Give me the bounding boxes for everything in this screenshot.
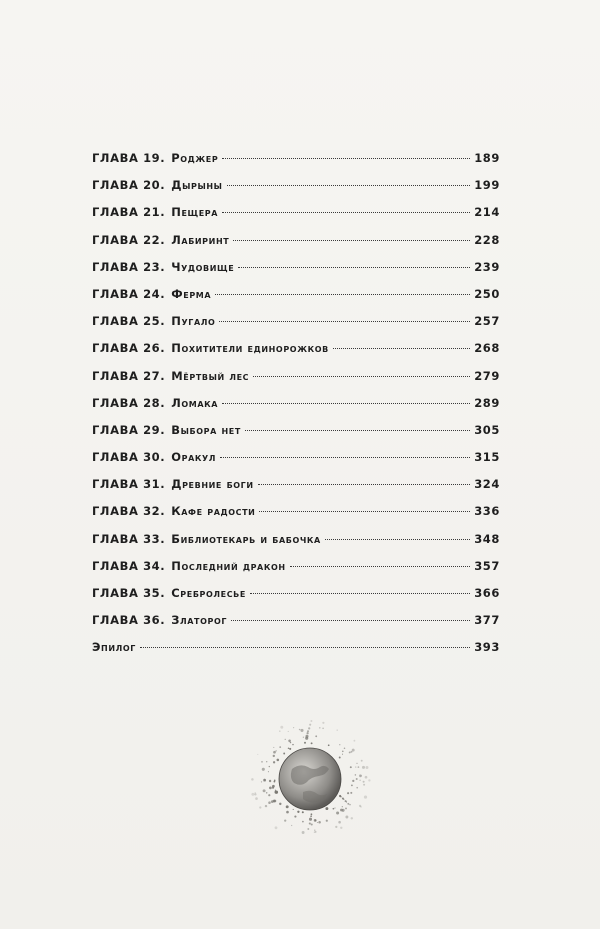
page-number: 336 [474,504,500,519]
star-dot [273,761,275,763]
chapter-label: ГЛАВА 36. [92,613,166,628]
star-dot [368,779,370,781]
star-dot [359,780,360,781]
dot-leader [259,511,470,512]
toc-row [92,254,500,281]
star-dot [355,767,356,768]
chapter-label: ГЛАВА 35. [92,586,166,600]
chapter-title: Сребролесье [171,586,246,600]
star-dot [335,826,337,828]
page-number: 228 [474,232,500,247]
dot-leader [222,212,470,213]
star-dot [308,727,310,729]
star-dot [269,766,270,767]
chapter-title: Златорог [171,613,228,628]
dot-leader [253,376,470,377]
star-dot [274,781,276,783]
toc-row [92,471,500,498]
star-dot [291,825,292,826]
toc-row [92,526,500,553]
star-dot [261,781,262,782]
star-dot [360,806,362,808]
star-dot [350,766,352,768]
dot-leader [258,484,471,485]
chapter-title: Пугало [171,314,216,329]
toc-row [92,281,500,308]
star-dot [268,771,269,772]
star-dot [318,821,321,824]
chapter-label: ГЛАВА 20. [92,178,166,193]
star-dot [352,780,354,782]
star-dot [309,818,312,821]
star-dot [279,730,281,732]
star-dot [356,763,357,764]
star-dot [310,720,312,722]
dot-leader [222,158,470,159]
page-number: 189 [474,151,500,165]
star-dot [340,809,343,812]
star-dot [317,822,318,823]
page-number: 279 [474,368,500,383]
star-dot [362,766,365,769]
chapter-label: ГЛАВА 31. [92,477,166,492]
page-number: 324 [474,477,500,492]
star-dot [293,727,294,728]
dot-leader [222,403,470,404]
toc-row [92,308,500,335]
chapter-title: Ферма [171,286,212,301]
star-dot [283,753,285,755]
toc-row [92,580,500,607]
planet-with-stars-icon [248,717,372,841]
chapter-title: Выбора нет [171,422,241,437]
star-dot [351,785,353,787]
chapter-label: ГЛАВА 29. [92,422,166,437]
star-dot [266,792,268,794]
star-dot [363,784,365,786]
star-dot [336,811,339,814]
star-dot [358,766,360,768]
star-dot [285,739,286,740]
star-dot [314,830,315,831]
star-dot [326,820,328,822]
star-dot [286,805,289,808]
star-dot [360,775,361,776]
page-number: 305 [474,422,500,437]
star-dot [305,735,308,738]
table-of-contents [92,145,500,662]
dot-leader [233,240,470,241]
toc-row [92,498,500,525]
page-number: 289 [474,395,500,410]
star-dot [292,744,293,745]
dot-leader [231,620,470,621]
star-dot [268,801,271,804]
star-dot [265,805,267,807]
star-dot [344,747,346,749]
star-dot [263,789,266,792]
dot-leader [220,457,470,458]
toc-row [92,145,500,172]
star-dot [339,744,340,745]
star-dot [363,781,365,783]
star-dot [273,747,274,748]
page-number: 315 [474,450,500,465]
star-dot [338,821,341,824]
star-dot [255,797,258,800]
star-dot [279,746,281,748]
star-dot [315,820,317,822]
page-number: 257 [474,314,500,329]
page-number: 357 [474,558,500,573]
star-dot [259,806,261,808]
star-dot [302,811,304,813]
star-dot [294,816,296,818]
toc-row [92,444,500,471]
dot-leader [333,348,470,349]
star-dot [266,761,267,762]
star-dot [345,816,348,819]
star-dot [297,811,299,813]
star-dot [307,730,309,732]
chapter-label: ГЛАВА 23. [92,259,166,274]
star-dot [303,737,304,738]
star-dot [273,755,275,757]
chapter-label: ГЛАВА 28. [92,395,166,410]
star-dot [351,817,353,819]
star-dot [277,759,280,762]
star-dot [310,815,312,817]
star-dot [275,791,278,794]
star-dot [251,793,254,796]
star-dot [335,808,336,809]
page-number: 366 [474,586,500,600]
star-dot [272,787,274,789]
chapter-title: Дырыны [171,178,223,193]
page-number: 377 [474,613,500,628]
chapter-title: Лабиринт [171,232,230,247]
star-dot [325,807,328,810]
chapter-title: Библиотекарь и бабочка [171,531,321,546]
chapter-title: Последний дракон [171,558,286,573]
star-dot [273,751,276,754]
star-dot [342,754,343,755]
star-dot [269,787,272,790]
star-dot [290,742,291,743]
page-number: 348 [474,531,500,546]
toc-row [92,607,500,634]
star-dot [346,801,347,802]
page-number: 214 [474,205,500,220]
chapter-label: ГЛАВА 26. [92,341,166,356]
chapter-label: ГЛАВА 21. [92,205,166,220]
star-dot [300,729,303,732]
dot-leader [227,185,471,186]
star-dot [289,748,291,750]
page-number: 393 [474,640,500,655]
star-dot [315,735,317,737]
star-dot [350,792,352,794]
star-dot [279,803,281,805]
star-dot [319,727,320,728]
dot-leader [325,539,470,540]
star-dot [333,808,335,810]
star-dot [347,792,349,794]
star-dot [302,831,305,834]
star-dot [364,796,367,799]
star-dot [337,729,338,730]
chapter-title: Кафе радости [171,504,256,519]
toc-row [92,417,500,444]
star-dot [355,774,357,776]
star-dot [254,793,256,795]
page-number: 239 [474,259,500,274]
star-dot [299,729,301,731]
chapter-title: Оракул [171,450,217,465]
dot-leader [238,267,470,268]
star-dot [269,780,271,782]
star-dot [304,742,306,744]
toc-row [92,335,500,362]
star-dot [315,831,317,833]
star-dot [322,722,324,724]
star-dot [347,803,349,805]
dot-leader [219,321,470,322]
chapter-label: ГЛАВА 19. [92,151,166,165]
star-dot [288,739,291,742]
star-dot [328,744,330,746]
toc-row [92,363,500,390]
star-dot [280,726,283,729]
star-dot [351,751,353,753]
star-dot [286,811,289,814]
star-dot [309,822,311,824]
chapter-title: Ломака [171,395,219,410]
star-dot [311,823,313,825]
star-dot [340,827,342,829]
toc-row-epilog [92,634,500,661]
star-dot [261,761,263,763]
star-dot [275,826,278,829]
dot-leader [215,294,470,295]
page-number: 199 [474,178,500,193]
star-dot [311,742,313,744]
star-dot [288,747,290,749]
star-dot [306,732,308,734]
toc-row [92,199,500,226]
epilog-title: Эпилог [92,640,136,655]
toc-row [92,553,500,580]
star-dot [366,766,369,769]
star-dot [342,751,344,753]
star-dot [339,757,341,759]
star-dot [262,768,265,771]
star-dot [349,751,351,753]
chapter-title: Похитители единорожков [171,341,329,356]
star-dot [302,821,304,823]
star-dot [340,796,341,797]
chapter-title: Древние боги [171,477,254,492]
star-dot [361,760,363,762]
toc-row [92,227,500,254]
star-dot [288,731,289,732]
star-dot [345,807,347,809]
star-dot [307,828,309,830]
chapter-label: ГЛАВА 33. [92,531,166,546]
star-dot [276,750,277,751]
star-dot [257,754,258,755]
star-dot [356,778,358,780]
star-dot [356,787,358,789]
chapter-label: ГЛАВА 30. [92,450,166,465]
toc-row [92,390,500,417]
star-dot [251,778,254,781]
star-dot [353,740,355,742]
star-dot [343,799,344,800]
star-dot [352,749,355,752]
star-dot [268,794,270,796]
toc-row [92,172,500,199]
page-number: 250 [474,286,500,301]
star-dot [271,800,274,803]
dot-leader [140,647,470,648]
star-dot [342,806,343,807]
chapter-label: ГЛАВА 24. [92,286,166,301]
chapter-label: ГЛАВА 27. [92,368,166,383]
dot-leader [250,593,470,594]
page-number: 268 [474,341,500,356]
star-dot [284,819,286,821]
chapter-label: ГЛАВА 34. [92,558,166,573]
star-dot [309,724,311,726]
chapter-title: Чудовище [171,259,235,274]
star-dot [255,792,256,793]
dot-leader [245,430,470,431]
chapter-label: ГЛАВА 25. [92,314,166,329]
chapter-title: Мёртвый лес [171,368,250,383]
chapter-label: ГЛАВА 22. [92,232,166,247]
chapter-title: Пещера [171,205,219,220]
star-dot [293,809,294,810]
chapter-label: ГЛАВА 32. [92,504,166,519]
star-dot [365,776,368,779]
star-dot [263,779,265,781]
dot-leader [290,566,471,567]
star-dot [322,728,324,730]
star-dot [349,804,351,806]
star-dot [311,813,313,815]
chapter-title: Роджер [171,151,219,165]
